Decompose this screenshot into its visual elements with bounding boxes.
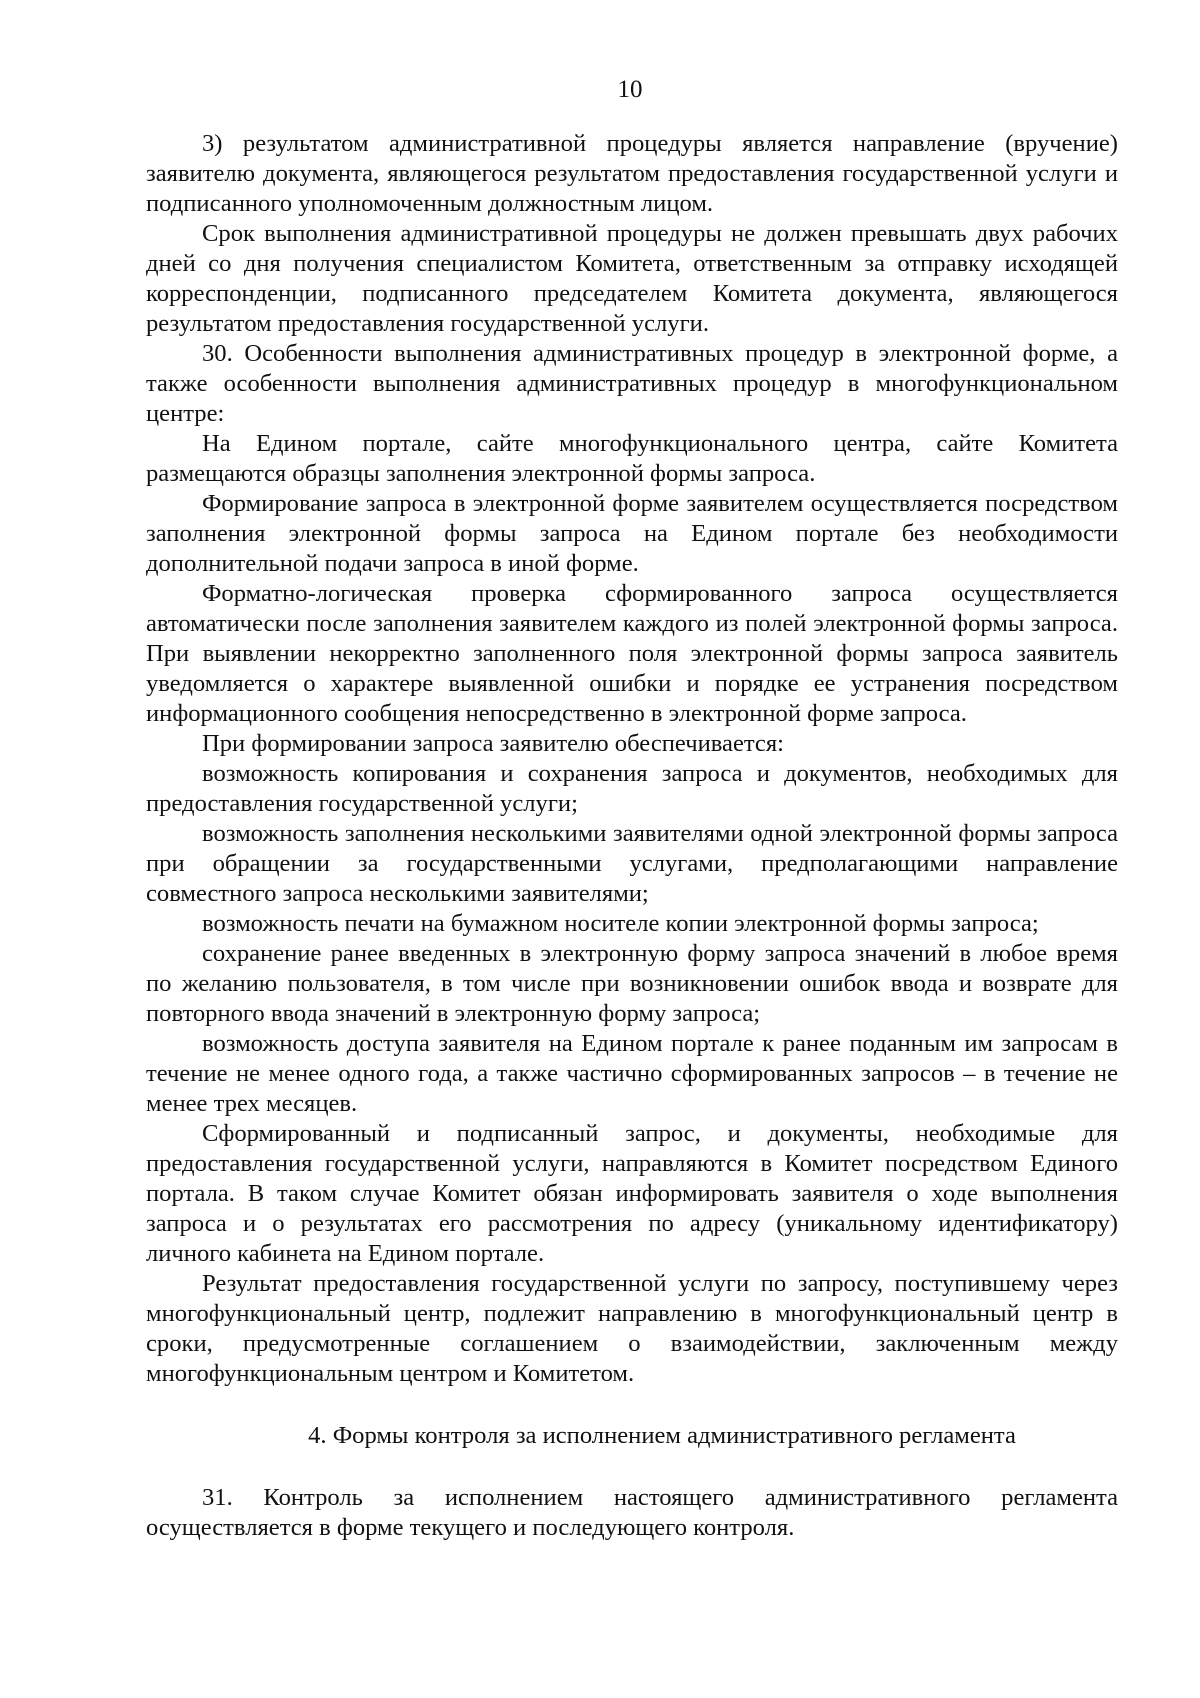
paragraph-save-values: сохранение ранее введенных в электронную форму запроса значений в любое время по желанию пользователя, в том числе при возникновении ошибок ввода и возврате для повторного ввода значений в электронную форму запроса; — [146, 940, 1118, 1027]
paragraph-multiple-applicants: возможность заполнения несколькими заявителями одной электронной формы запроса при обращении за государственными услугами, предполагающими направление совместного запроса несколькими заявителями; — [146, 820, 1118, 907]
page-number: 10 — [617, 76, 643, 103]
paragraph-format-check: Форматно-логическая проверка сформированного запроса осуществляется автоматически после заполнения заявителем каждого из полей электронной формы запроса. При выявлении некорректно заполненного поля электронной формы запроса заявитель уведомляется о характере выявленной ошибки и порядке ее устранения посредством информационного сообщения непосредственно в электронной форме запроса. — [146, 580, 1118, 727]
paragraph-provided-features-intro: При формировании запроса заявителю обеспечивается: — [202, 730, 784, 757]
section-heading: 4. Формы контроля за исполнением административного регламента — [308, 1422, 1016, 1449]
paragraph-result-of-procedure: 3) результатом административной процедуры является направление (вручение) заявителю документа, являющегося результатом предоставления государственной услуги и подписанного уполномоченным должностным лицом. — [146, 130, 1118, 217]
paragraph-mfc-result: Результат предоставления государственной услуги по запросу, поступившему через многофункциональный центр, подлежит направлению в многофункциональный центр в сроки, предусмотренные соглашением о взаимодействии, заключенным между многофункциональным центром и Комитетом. — [146, 1270, 1118, 1387]
paragraph-deadline: Срок выполнения административной процедуры не должен превышать двух рабочих дней со дня получения специалистом Комитета, ответственным за отправку исходящей корреспонденции, подписанного председателем Комитета документа, являющегося результатом предоставления государственной услуги. — [146, 220, 1118, 337]
paragraph-sample-forms: На Едином портале, сайте многофункционального центра, сайте Комитета размещаются образцы заполнения электронной формы запроса. — [146, 430, 1118, 487]
paragraph-copy-save: возможность копирования и сохранения запроса и документов, необходимых для предоставления государственной услуги; — [146, 760, 1118, 817]
paragraph-signed-request: Сформированный и подписанный запрос, и документы, необходимые для предоставления государственной услуги, направляются в Комитет посредством Единого портала. В таком случае Комитет обязан информировать заявителя о ходе выполнения запроса и о результатах его рассмотрения по адресу (уникальному идентификатору) личного кабинета на Едином портале. — [146, 1120, 1118, 1267]
paragraph-request-forming: Формирование запроса в электронной форме заявителем осуществляется посредством заполнения электронной формы запроса на Едином портале без необходимости дополнительной подачи запроса в иной форме. — [146, 490, 1118, 577]
paragraph-item-31: 31. Контроль за исполнением настоящего административного регламента осуществляется в форме текущего и последующего контроля. — [146, 1484, 1118, 1541]
paragraph-access-requests: возможность доступа заявителя на Едином портале к ранее поданным им запросам в течение не менее одного года, а также частично сформированных запросов – в течение не менее трех месяцев. — [146, 1030, 1118, 1117]
paragraph-print: возможность печати на бумажном носителе копии электронной формы запроса; — [202, 910, 1039, 937]
document-body — [146, 129, 1118, 1543]
paragraph-item-30: 30. Особенности выполнения административных процедур в электронной форме, а также особенности выполнения административных процедур в многофункциональном центре: — [146, 340, 1118, 427]
